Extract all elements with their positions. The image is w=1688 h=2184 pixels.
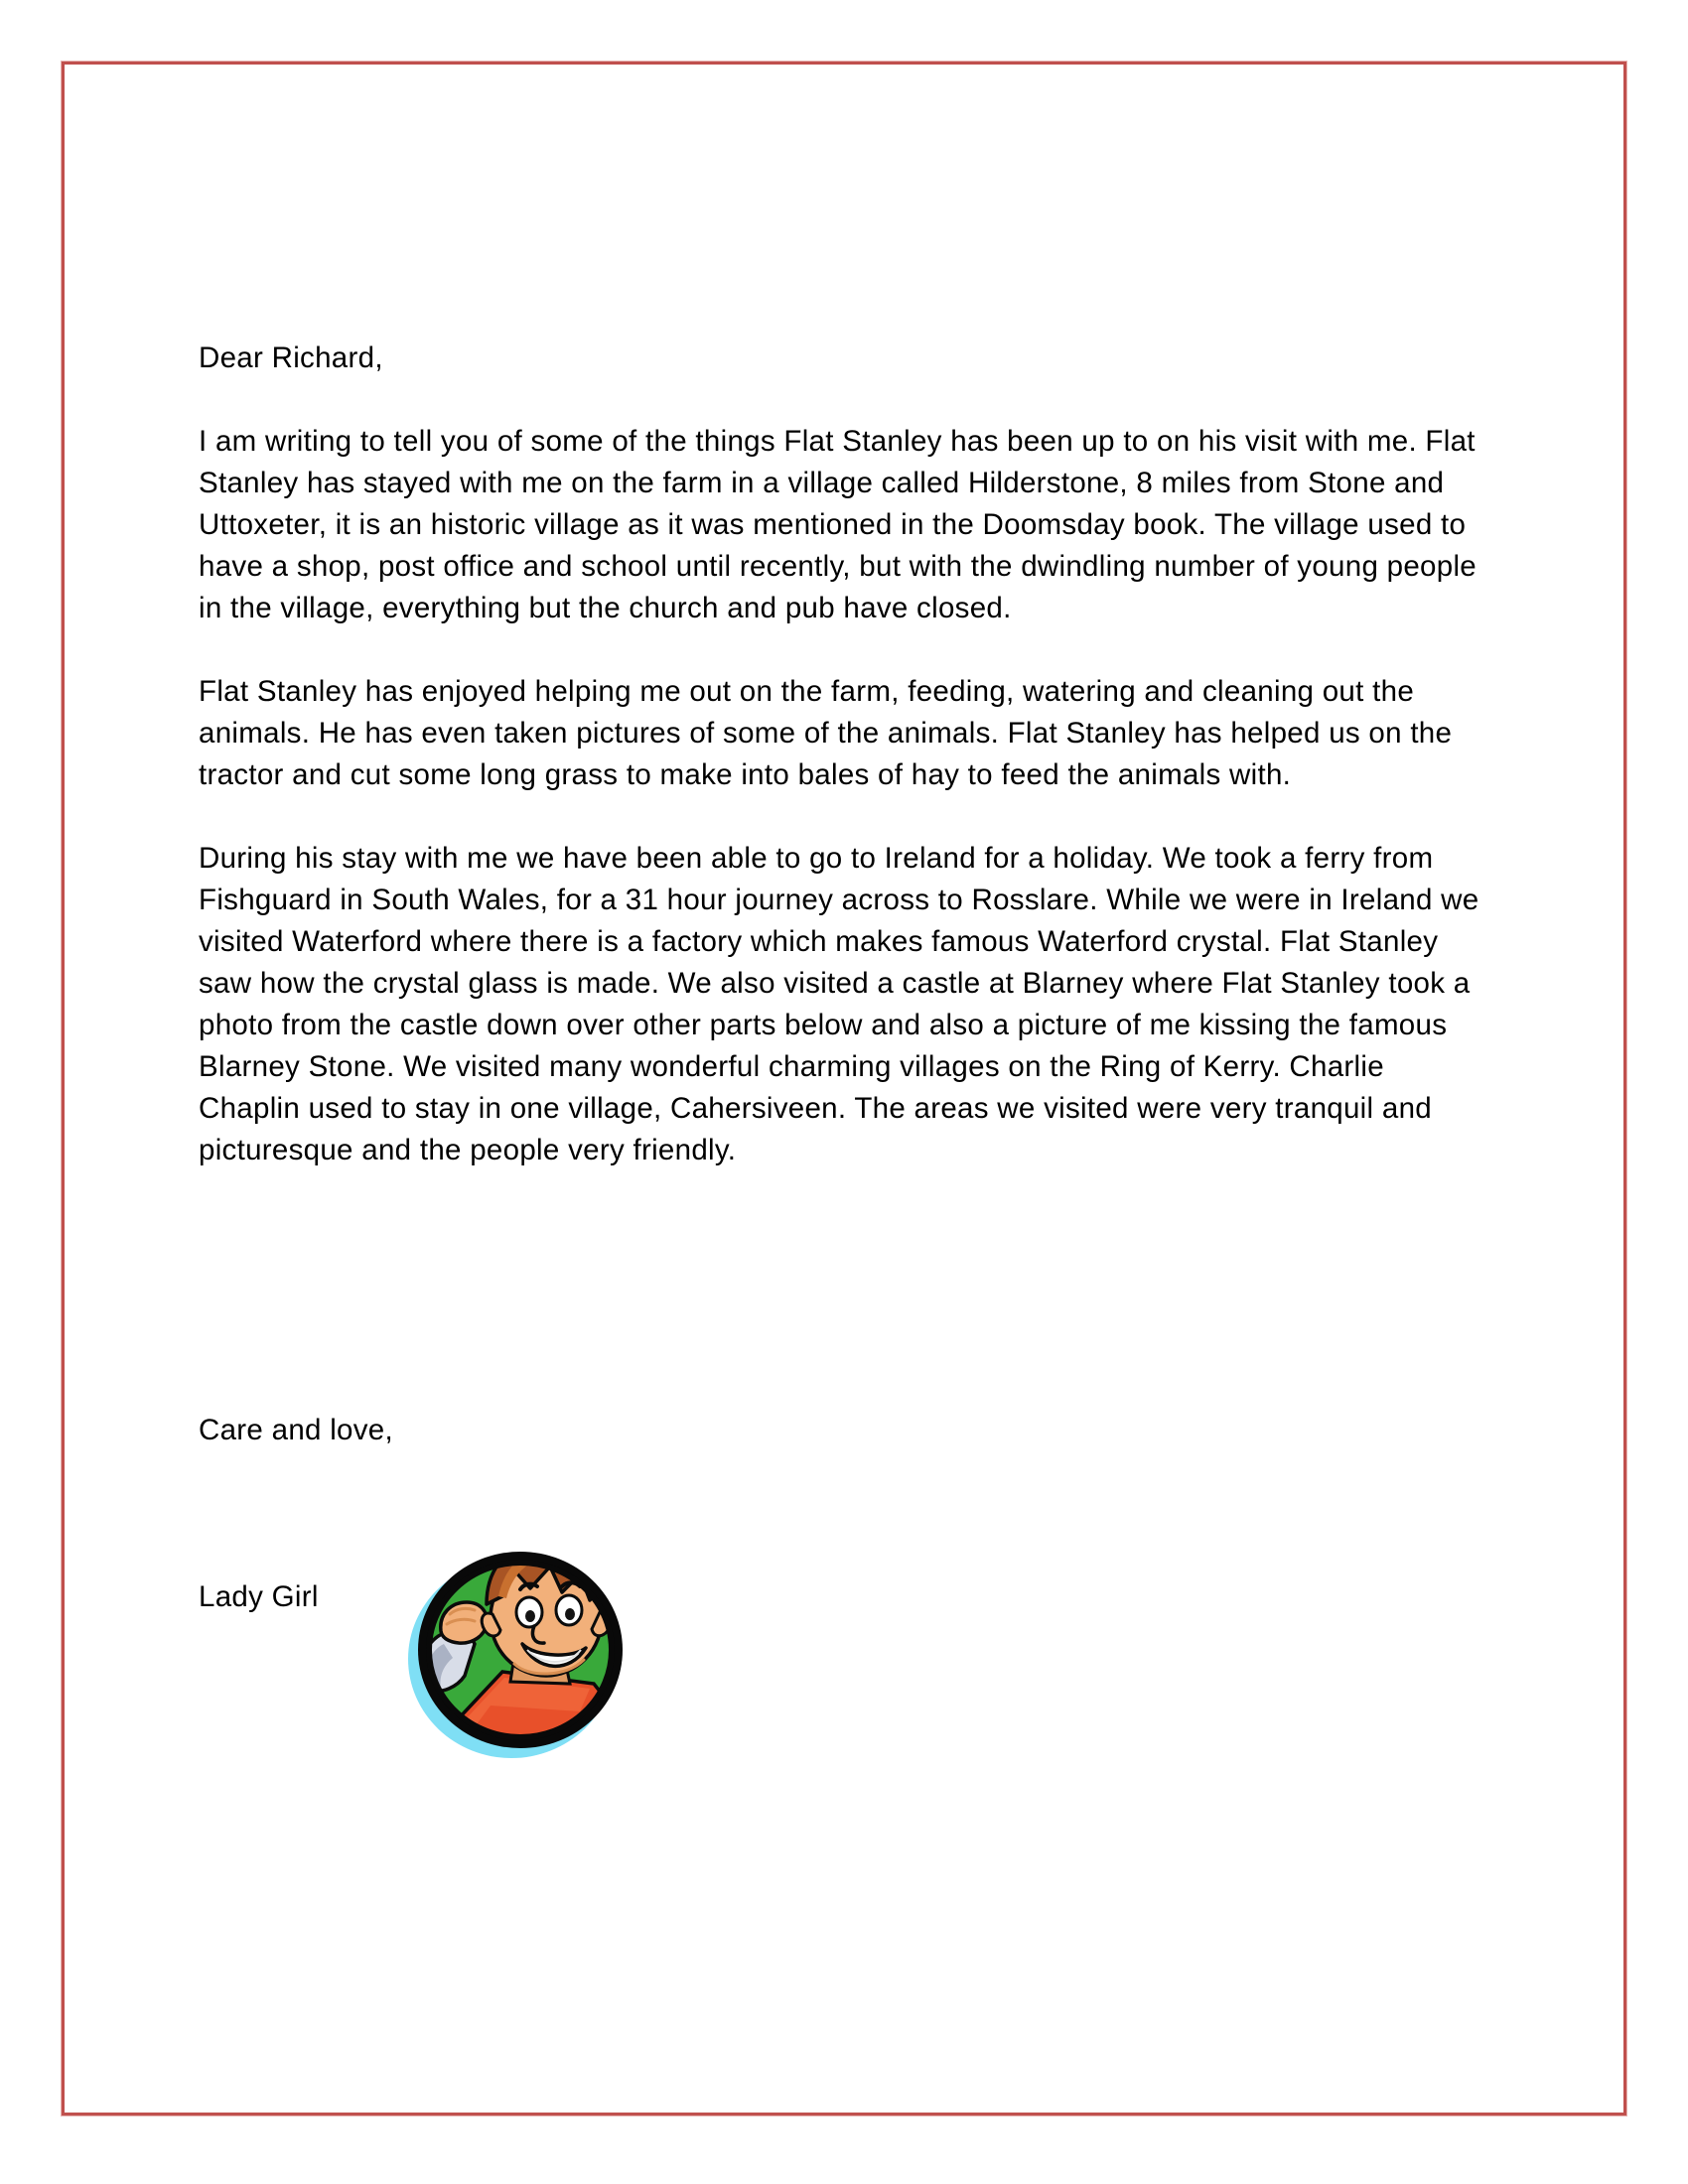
flat-stanley-logo-icon — [395, 1527, 643, 1775]
letter-paragraph-2: Flat Stanley has enjoyed helping me out on the farm, feeding, watering and cleaning out the animals. He has even taken pictures of some of the animals. Flat Stanley has helped us on the tractor and cut some long grass to make into bales of hay to feed the animals with. — [199, 675, 1453, 791]
letter-body — [199, 338, 1484, 1613]
letter-paragraph-1: I am writing to tell you of some of the things Flat Stanley has been up to on his visit with me. Flat Stanley has stayed with me on the farm in a village called Hilderstone, 8 miles from Stone and Uttoxeter, it is an historic village as it was mentioned in the Doomsday book. The village used to have a shop, post office and school until recently, but with the dwindling number of young people in the village, everything but the church and pub have closed. — [199, 425, 1477, 624]
letter-salutation: Dear Richard, — [199, 341, 383, 374]
pupil-right — [565, 1608, 575, 1620]
letter-closing: Care and love, — [199, 1414, 393, 1446]
letter-paragraph-3: During his stay with me we have been able to go to Ireland for a holiday. We took a ferry from Fishguard in South Wales, for a 31 hour journey across to Rosslare. While we were in Ireland we visited Waterford where there is a factory which makes famous Waterford crystal. Flat Stanley saw how the crystal glass is made. We also visited a castle at Blarney where Flat Stanley took a photo from the castle down over other parts below and also a picture of me kissing the famous Blarney Stone. We visited many wonderful charming villages on the Ring of Kerry. Charlie Chaplin used to stay in one village, Cahersiveen. The areas we visited were very tranquil and picturesque and the people very friendly. — [199, 842, 1479, 1166]
flat-stanley-illustration — [395, 1527, 643, 1775]
letter-signature: Lady Girl — [199, 1580, 319, 1613]
pupil-left — [525, 1610, 535, 1622]
